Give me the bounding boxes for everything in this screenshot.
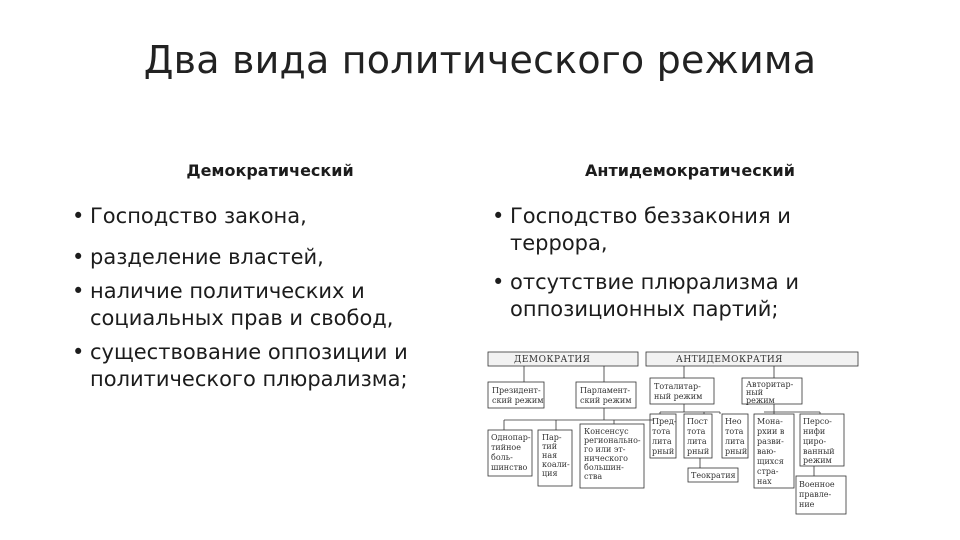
coalition-line-2: тий xyxy=(542,442,558,451)
consensus-line-2: регионально- xyxy=(584,436,641,445)
monarchy-line-3: разви- xyxy=(757,437,784,446)
coalition-line-5: ция xyxy=(542,469,558,478)
list-item: • Господство беззакония и террора, xyxy=(492,203,892,257)
pred-line-3: лита xyxy=(652,437,672,446)
post-line-2: тота xyxy=(687,427,706,436)
democracy-header xyxy=(488,352,638,366)
personal-line-1: Персо- xyxy=(803,417,832,426)
coalition-line-3: ная xyxy=(542,451,558,460)
authoritarian-line-2: ный xyxy=(746,388,764,397)
theocracy-label: Теократия xyxy=(691,471,736,480)
military-line-3: ние xyxy=(799,500,815,509)
post-line-1: Пост xyxy=(687,417,708,426)
neo-line-1: Нео xyxy=(725,417,742,426)
military-line-1: Военное xyxy=(799,480,835,489)
majoritarian-line-4: шинство xyxy=(491,463,528,472)
monarchy-line-6: стра- xyxy=(757,467,779,476)
monarchy-line-1: Мона- xyxy=(757,417,783,426)
democratic-list xyxy=(72,203,452,407)
neo-line-2: тота xyxy=(725,427,744,436)
antidemocracy-header xyxy=(646,352,858,366)
neo-line-4: рный xyxy=(725,447,748,456)
pred-line-4: рный xyxy=(652,447,675,456)
presidential-line-2: ский режим xyxy=(492,396,544,405)
presidential-line-1: Президент- xyxy=(492,386,541,395)
pred-line-1: Пред- xyxy=(652,417,677,426)
personal-line-4: ванный xyxy=(803,447,835,456)
consensus-line-5: большин- xyxy=(584,463,624,472)
list-item: • наличие политических и социальных прав и свобод, xyxy=(72,278,452,332)
monarchy-line-5: щихся xyxy=(757,457,784,466)
majoritarian-line-3: боль- xyxy=(491,453,513,462)
monarchy-line-2: рхии в xyxy=(757,427,785,436)
coalition-line-1: Пар- xyxy=(542,433,562,442)
majoritarian-line-1: Однопар- xyxy=(491,433,531,442)
consensus-line-1: Консенсус xyxy=(584,427,629,436)
totalitarian-line-1: Тоталитар- xyxy=(654,382,701,391)
post-line-4: рный xyxy=(687,447,710,456)
consensus-line-6: ства xyxy=(584,472,603,481)
consensus-line-3: го или эт- xyxy=(584,445,626,454)
personal-line-2: нифи xyxy=(803,427,826,436)
parliamentary-line-2: ский режим xyxy=(580,396,632,405)
list-item: • отсутствие плюрализма и оппозиционных партий; xyxy=(492,269,892,323)
pred-line-2: тота xyxy=(652,427,671,436)
list-item: • разделение властей, xyxy=(72,244,452,271)
monarchy-line-7: нах xyxy=(757,477,772,486)
list-item: • существование оппозиции и политического плюрализма; xyxy=(72,339,452,393)
authoritarian-line-1: Авторитар- xyxy=(746,380,794,389)
antidemocratic-heading: Антидемократический xyxy=(585,161,795,180)
consensus-line-4: нического xyxy=(584,454,628,463)
post-line-3: лита xyxy=(687,437,707,446)
regime-diagram xyxy=(484,350,864,520)
antidemocracy-label: АНТИДЕМОКРАТИЯ xyxy=(676,355,783,365)
military-line-2: правле- xyxy=(799,490,832,499)
authoritarian-line-3: режим xyxy=(746,396,775,405)
coalition-line-4: коали- xyxy=(542,460,570,469)
personal-line-3: циро- xyxy=(803,437,827,446)
page-title: Два вида политического режима xyxy=(143,38,817,82)
list-item: • Господство закона, xyxy=(72,203,452,230)
totalitarian-line-2: ный режим xyxy=(654,392,703,401)
majoritarian-line-2: тийное xyxy=(491,443,521,452)
monarchy-line-4: ваю- xyxy=(757,447,776,456)
democracy-label: ДЕМОКРАТИЯ xyxy=(514,355,591,365)
parliamentary-line-1: Парламент- xyxy=(580,386,631,395)
democratic-heading: Демократический xyxy=(186,161,354,180)
antidemocratic-list xyxy=(492,203,892,337)
personal-line-5: режим xyxy=(803,456,832,465)
neo-line-3: лита xyxy=(725,437,745,446)
